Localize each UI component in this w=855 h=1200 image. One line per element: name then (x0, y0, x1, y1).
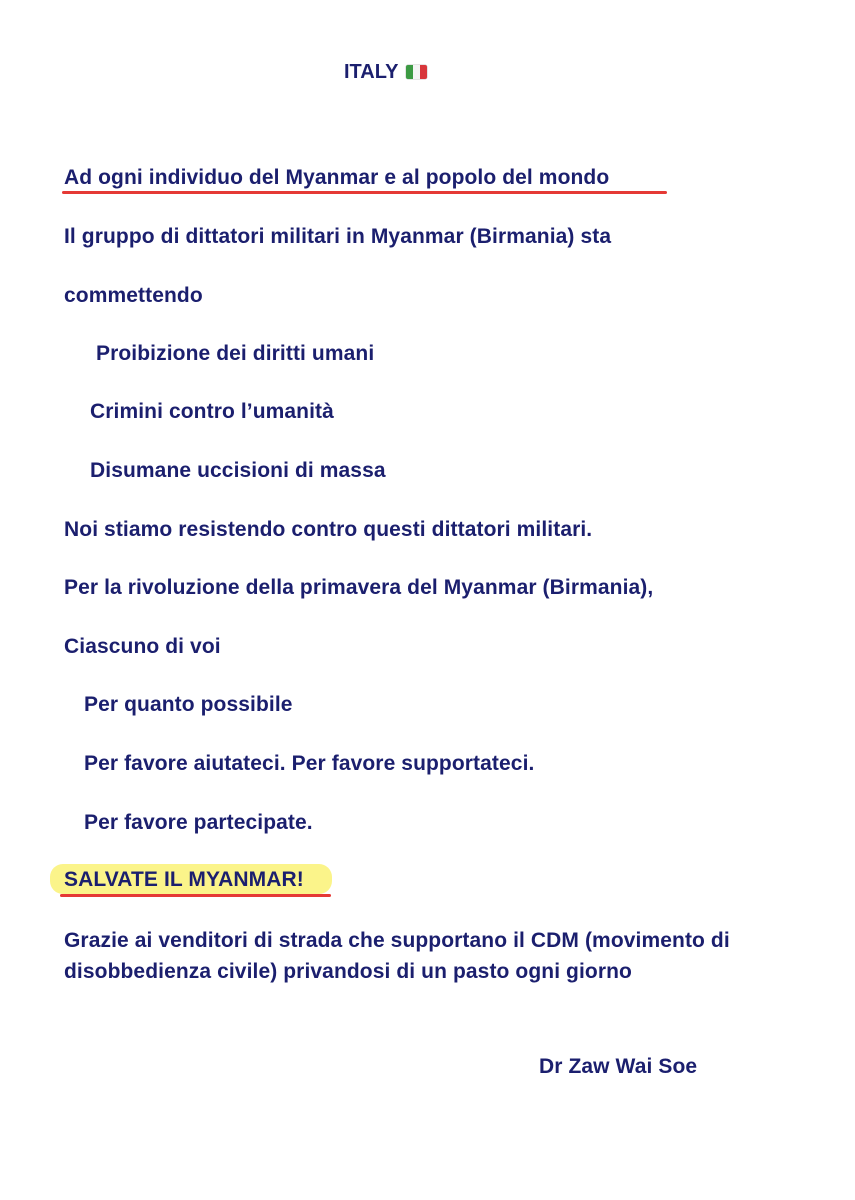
list-item-1: Proibizione dei diritti umani (96, 342, 375, 365)
salutation-underline (62, 191, 667, 194)
list-item-2: Crimini contro l’umanità (90, 400, 334, 423)
country-title (344, 59, 427, 85)
body-line-5: Ciascuno di voi (64, 635, 221, 658)
plea-line-3: Per favore partecipate. (84, 811, 313, 834)
slogan-underline (60, 894, 331, 897)
signature: Dr Zaw Wai Soe (539, 1055, 698, 1078)
body-line-2: commettendo (64, 284, 203, 307)
thanks-paragraph: Grazie ai venditori di strada che supportano il CDM (movimento di disobbedienza civile) privandosi di un pasto ogni giorno (64, 929, 730, 983)
plea-line-1: Per quanto possibile (84, 693, 293, 716)
italy-flag-icon (406, 65, 427, 79)
plea-line-2: Per favore aiutateci. Per favore supportateci. (84, 752, 535, 775)
body-line-3: Noi stiamo resistendo contro questi dittatori militari. (64, 518, 593, 541)
list-item-3: Disumane uccisioni di massa (90, 459, 386, 482)
slogan: SALVATE IL MYANMAR! (64, 868, 304, 891)
salutation: Ad ogni individuo del Myanmar e al popolo del mondo (64, 166, 610, 189)
body-line-1: Il gruppo di dittatori militari in Myanmar (Birmania) sta (64, 225, 612, 248)
body-line-4: Per la rivoluzione della primavera del Myanmar (Birmania), (64, 576, 654, 599)
country-name: ITALY (344, 61, 399, 83)
